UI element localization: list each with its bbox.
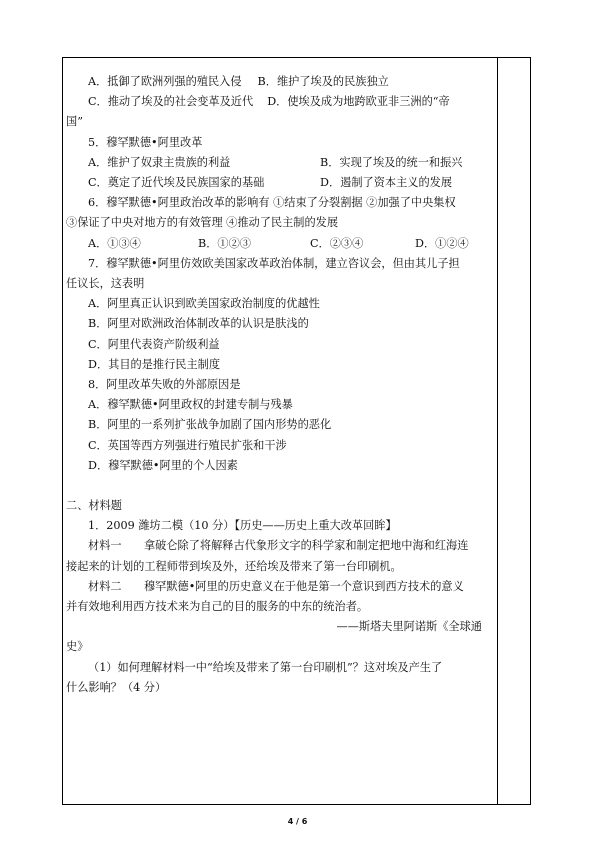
option-c: C．②③④: [310, 236, 364, 250]
material-1: 材料一 拿破仑除了将解释古代象形文字的科学家和制定把地中海和红海连: [88, 539, 469, 553]
question-8: 8．阿里改革失败的外部原因是: [88, 378, 241, 392]
question-6: 6．穆罕默德•阿里政治改革的影响有 ①结束了分裂割据 ②加强了中央集权: [88, 196, 456, 210]
citation: ——斯塔夫里阿诺斯《全球通: [336, 620, 482, 634]
citation-continued: 史》: [66, 640, 89, 654]
option-c: C．阿里代表资产阶级利益: [88, 337, 220, 351]
option-a: A．穆罕默德•阿里政权的封建专制与残暴: [88, 398, 293, 412]
option-row: [66, 173, 492, 193]
option-d: D．使埃及成为地跨欧亚非三洲的“帝: [267, 95, 450, 109]
table-top-border: [62, 57, 531, 58]
section-heading: 二、材料题: [66, 499, 122, 513]
option-c: C．英国等西方列强进行殖民扩张和干涉: [88, 438, 287, 452]
material-2-continued: 并有效地利用西方技术来为自己的目的服务的中东的统治者。: [66, 600, 369, 614]
page-number: 4 / 6: [287, 817, 308, 826]
option-b: B．阿里对欧洲政治体制改革的认识是肤浅的: [88, 317, 309, 331]
sub-question-1-continued: 什么影响？（4 分）: [66, 680, 167, 694]
option-a: A．抵御了欧洲列强的殖民入侵: [88, 75, 242, 88]
sub-question-1: （1）如何理解材料一中“给埃及带来了第一台印刷机”？这对埃及产生了: [88, 660, 443, 674]
option-row: [66, 72, 492, 92]
option-a: A．维护了奴隶主贵族的利益: [88, 155, 231, 169]
material-2: 材料二 穆罕默德•阿里的历史意义在于他是第一个意识到西方技术的意义: [88, 579, 464, 593]
table-column-divider: [497, 57, 498, 805]
table-bottom-border: [62, 804, 531, 805]
text-line: 国”: [66, 115, 83, 129]
option-b: B．实现了埃及的统一和振兴: [320, 155, 463, 169]
option-c: C．推动了埃及的社会变革及近代: [88, 95, 254, 109]
question-7-continued: 任议长，这表明: [66, 277, 145, 291]
option-row: [66, 92, 492, 112]
material-1-continued: 接起来的计划的工程师带到埃及外，还给埃及带来了第一台印刷机。: [66, 559, 402, 573]
option-b: B．阿里的一系列扩张战争加剧了国内形势的恶化: [88, 418, 332, 432]
option-b: B．维护了埃及的民族独立: [257, 75, 389, 88]
table-left-border: [62, 57, 63, 805]
material-question-1: 1．2009 潍坊二模（10 分）【历史——历史上重大改革回眸】: [88, 519, 397, 533]
table-right-border: [530, 57, 531, 805]
option-d: D．①②④: [415, 236, 469, 250]
question-7: 7．穆罕默德•阿里仿效欧美国家改革政治体制，建立咨议会，但由其儿子担: [88, 256, 460, 270]
option-a: A．阿里真正认识到欧美国家政治制度的优越性: [88, 297, 320, 311]
option-a: A．①③④: [88, 236, 141, 250]
option-row: [66, 234, 492, 254]
option-d: D．穆罕默德•阿里的个人因素: [88, 458, 238, 472]
question-6-continued: ③保证了中央对地方的有效管理 ④推动了民主制的发展: [66, 216, 339, 230]
option-d: D．其目的是推行民主制度: [88, 357, 221, 371]
option-row: [66, 153, 492, 173]
option-b: B．①②③: [198, 236, 251, 250]
option-c: C．奠定了近代埃及民族国家的基础: [88, 176, 265, 190]
question-content: [66, 72, 492, 698]
question-5: 5．穆罕默德•阿里改革: [88, 135, 203, 149]
option-d: D．遏制了资本主义的发展: [320, 176, 453, 190]
